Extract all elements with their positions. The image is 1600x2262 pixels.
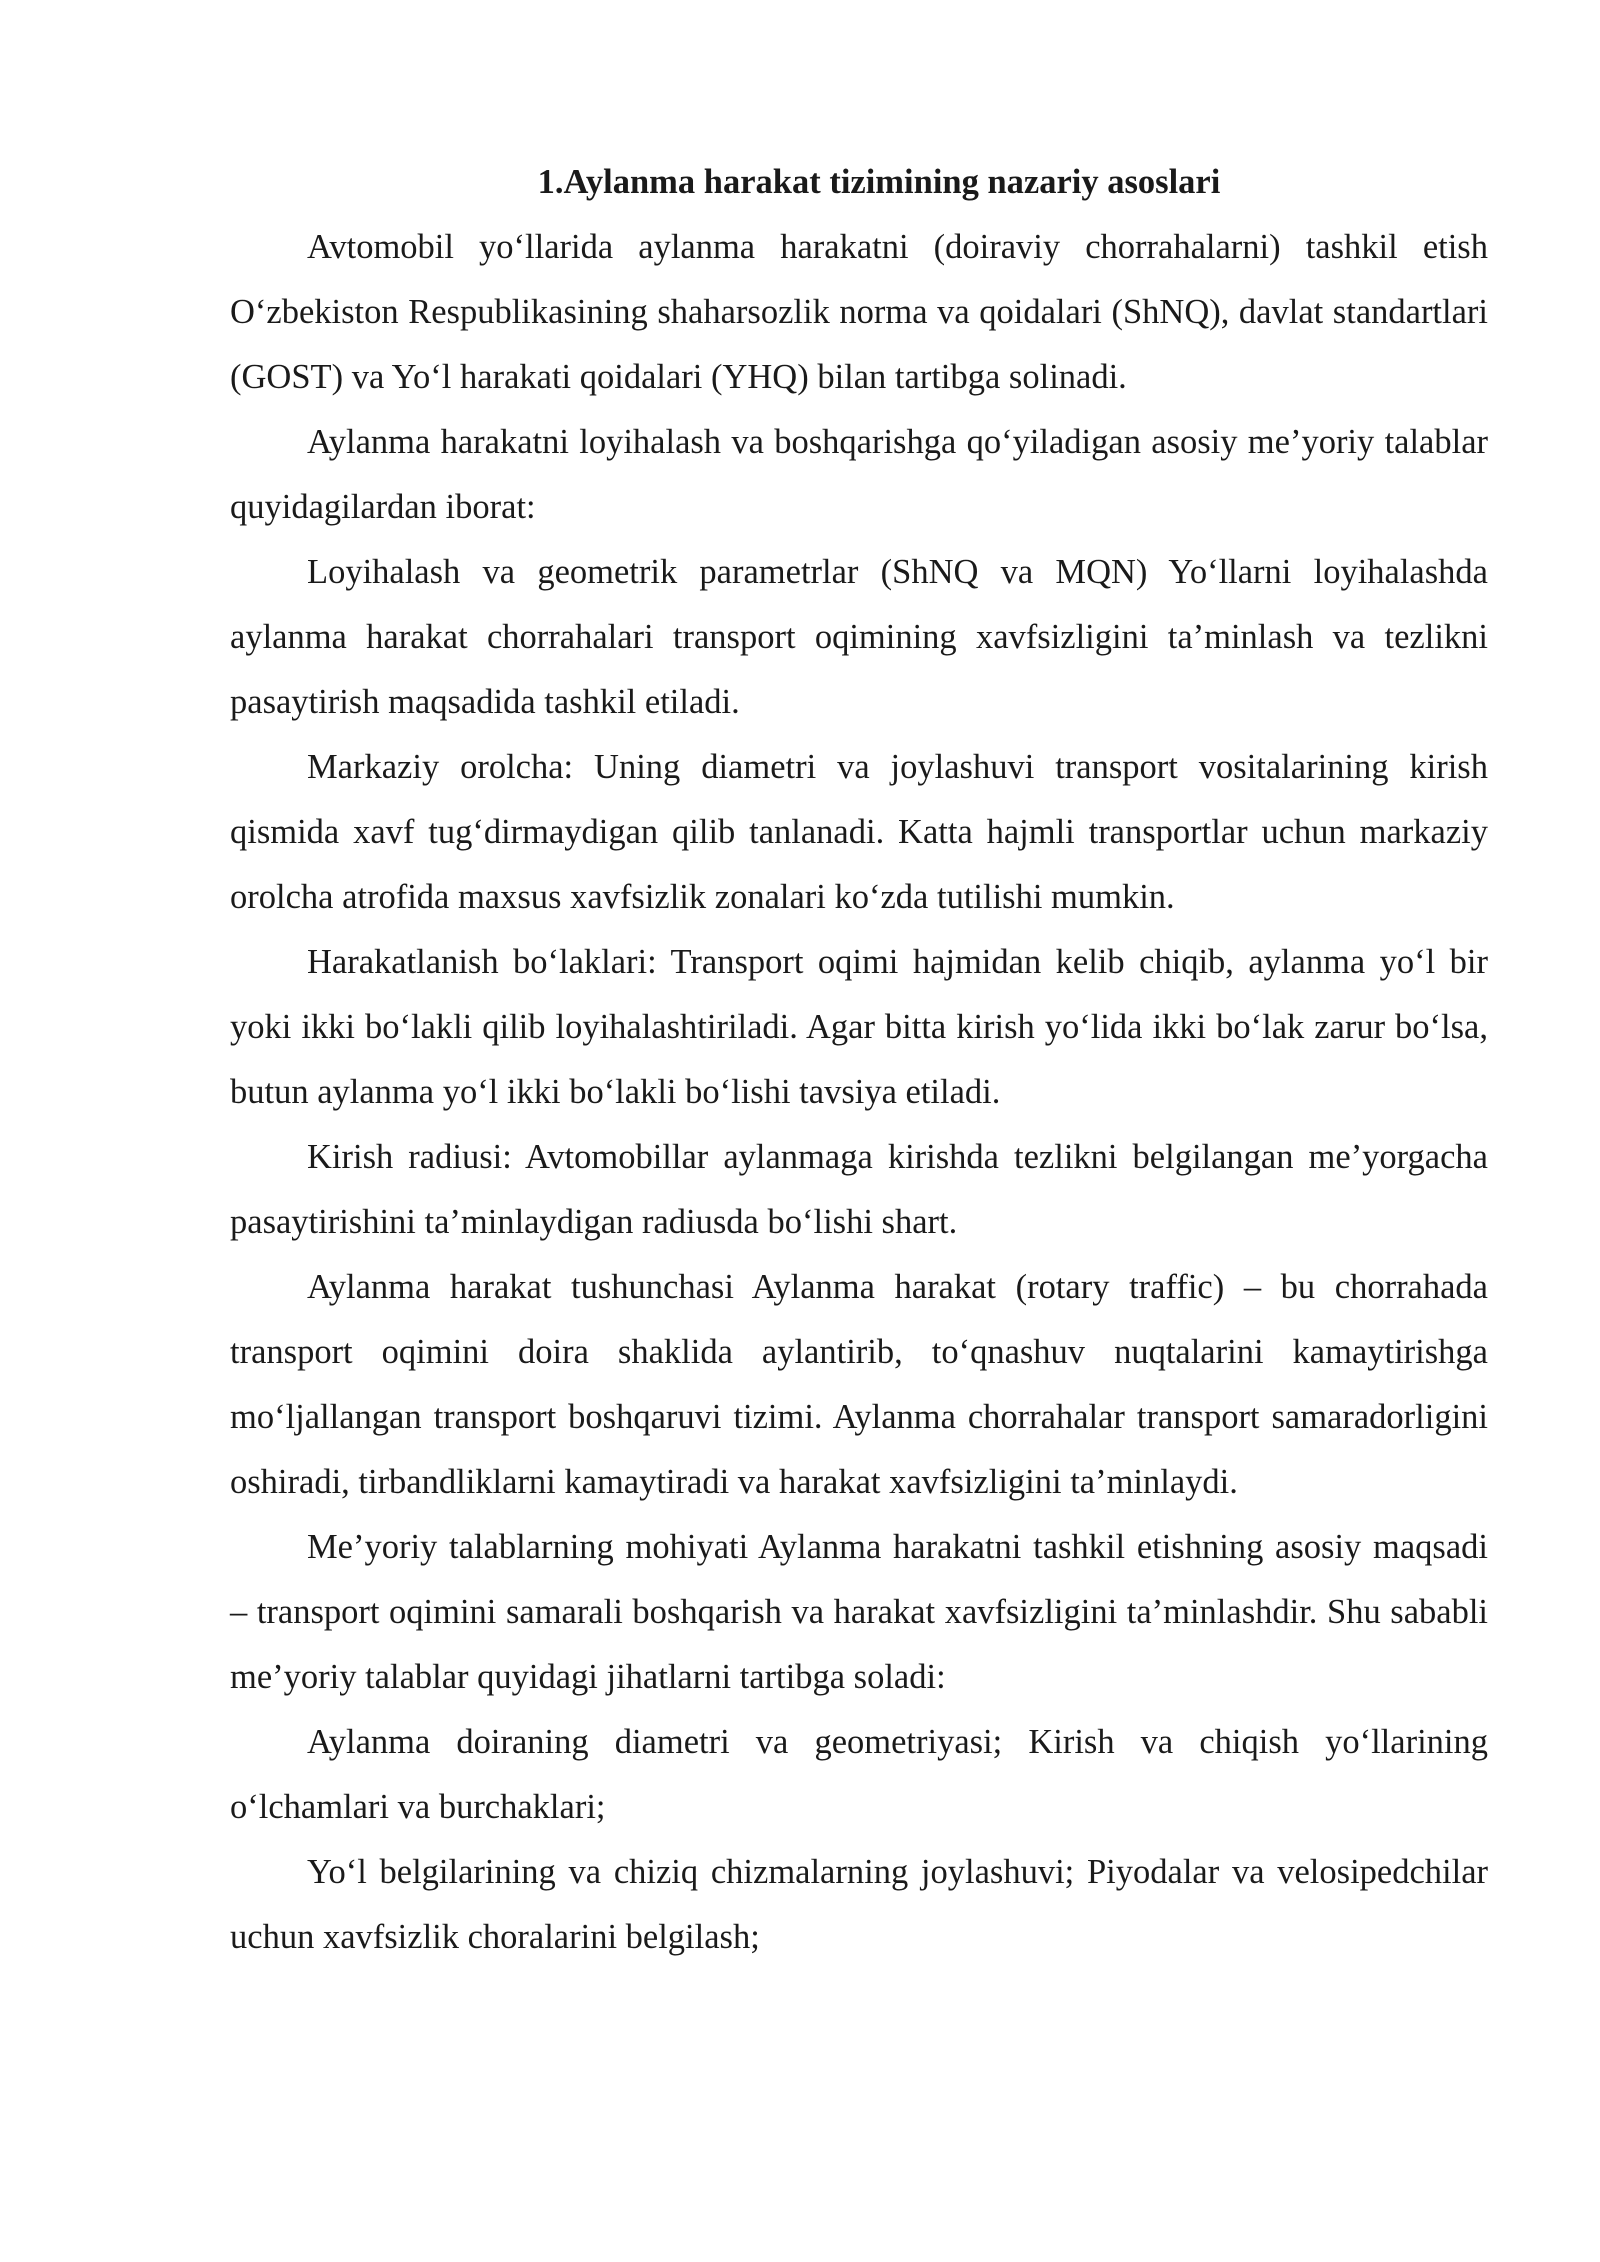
- paragraph-intro-regulation: Avtomobil yo‘llarida aylanma harakatni (doiraviy chorrahalarni) tashkil etish O‘zbekiston Respublikasining shaharsozlik norma va qoidalari (ShNQ), davlat standartlari (GOST) va Yo‘l harakati qoidalari (YHQ) bilan tartibga solinadi.: [230, 228, 1488, 396]
- section-heading: 1.Aylanma harakat tizimining nazariy asoslari: [537, 163, 1221, 201]
- document-page: [230, 150, 1488, 1970]
- paragraph-traffic-lanes: Harakatlanish bo‘laklari: Transport oqimi hajmidan kelib chiqib, aylanma yo‘l bir yoki ikki bo‘lakli qilib loyihalashtiriladi. Agar bitta kirish yo‘lida ikki bo‘lak zarur bo‘lsa, butun aylanma yo‘l ikki bo‘lakli bo‘lishi tavsiya etiladi.: [230, 943, 1488, 1111]
- paragraph-road-markings: Yo‘l belgilarining va chiziq chizmalarning joylashuvi; Piyodalar va velosipedchilar uchun xavfsizlik choralarini belgilash;: [230, 1853, 1488, 1956]
- paragraph-central-island: Markaziy orolcha: Uning diametri va joylashuvi transport vositalarining kirish qismida xavf tug‘dirmaydigan qilib tanlanadi. Katta hajmli transportlar uchun markaziy orolcha atrofida maxsus xavfsizlik zonalari ko‘zda tutilishi mumkin.: [230, 748, 1488, 916]
- paragraph-requirements-intro: Aylanma harakatni loyihalash va boshqarishga qo‘yiladigan asosiy me’yoriy talablar quyidagilardan iborat:: [230, 423, 1488, 526]
- paragraph-diameter-geometry: Aylanma doiraning diametri va geometriyasi; Kirish va chiqish yo‘llarining o‘lchamlari va burchaklari;: [230, 1723, 1488, 1826]
- paragraph-rotary-concept: Aylanma harakat tushunchasi Aylanma harakat (rotary traffic) – bu chorrahada transport oqimini doira shaklida aylantirib, to‘qnashuv nuqtalarini kamaytirishga mo‘ljallangan transport boshqaruvi tizimi. Aylanma chorrahalar transport samaradorligini oshiradi, tirbandliklarni kamaytiradi va harakat xavfsizligini ta’minlaydi.: [230, 1268, 1488, 1501]
- paragraph-entry-radius: Kirish radiusi: Avtomobillar aylanmaga kirishda tezlikni belgilangan me’yorgacha pasaytirishini ta’minlaydigan radiusda bo‘lishi shart.: [230, 1138, 1488, 1241]
- paragraph-design-parameters: Loyihalash va geometrik parametrlar (ShNQ va MQN) Yo‘llarni loyihalashda aylanma harakat chorrahalari transport oqimining xavfsizligini ta’minlash va tezlikni pasaytirish maqsadida tashkil etiladi.: [230, 553, 1488, 721]
- paragraph-normative-essence: Me’yoriy talablarning mohiyati Aylanma harakatni tashkil etishning asosiy maqsadi – transport oqimini samarali boshqarish va harakat xavfsizligini ta’minlashdir. Shu sababli me’yoriy talablar quyidagi jihatlarni tartibga soladi:: [230, 1528, 1488, 1696]
